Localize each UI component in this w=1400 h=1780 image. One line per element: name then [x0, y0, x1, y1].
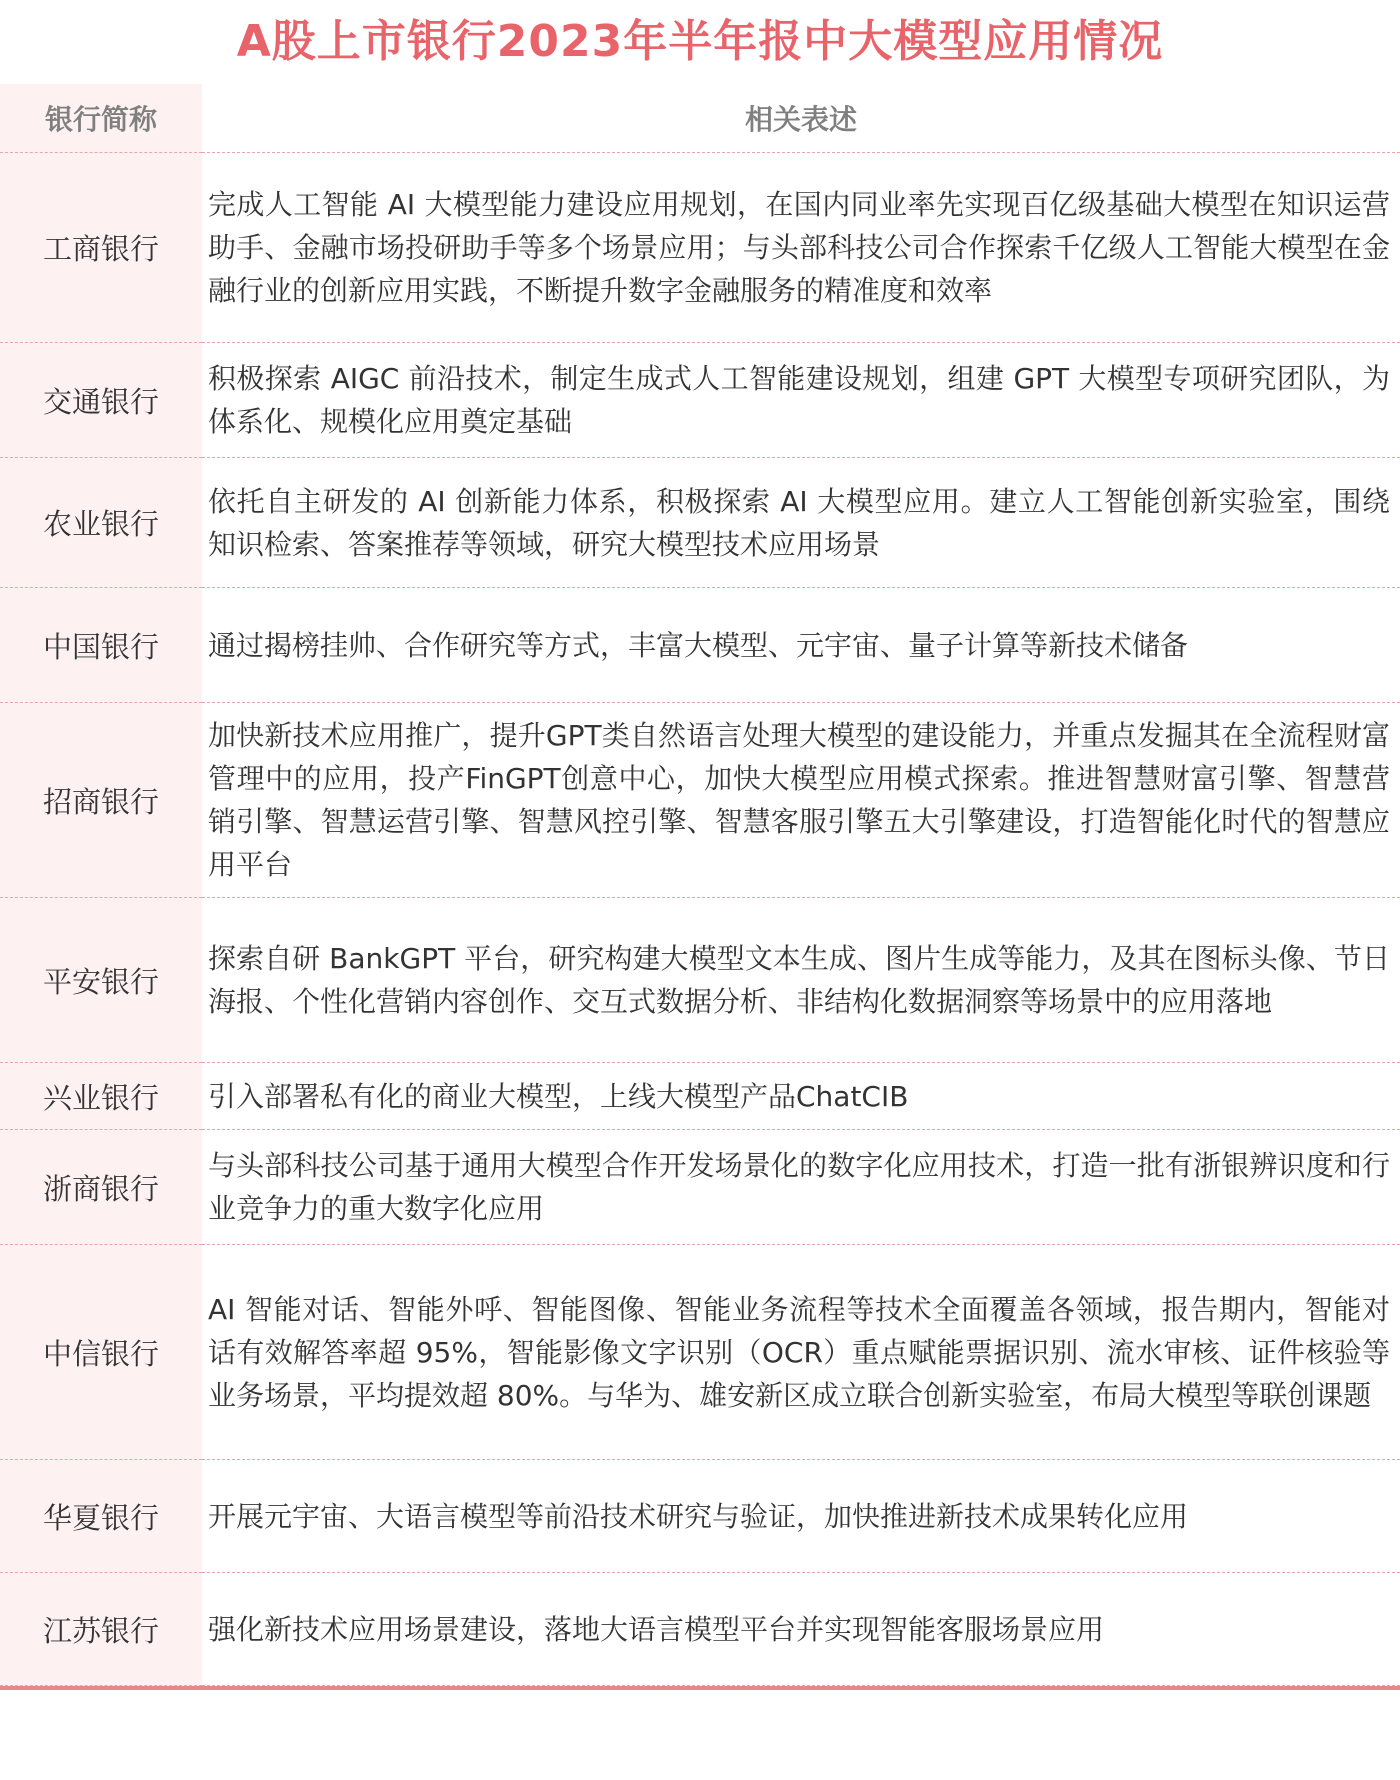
bank-name: 华夏银行 [0, 1460, 202, 1573]
bank-description: 积极探索 AIGC 前沿技术，制定生成式人工智能建设规划，组建 GPT 大模型专项研究团队，为体系化、规模化应用奠定基础 [202, 343, 1400, 458]
bank-name: 工商银行 [0, 153, 202, 343]
table-row [0, 1460, 1400, 1573]
bank-name: 兴业银行 [0, 1063, 202, 1130]
bank-description: 通过揭榜挂帅、合作研究等方式，丰富大模型、元宇宙、量子计算等新技术储备 [202, 588, 1400, 703]
column-header-bank: 银行简称 [0, 84, 202, 153]
bank-description: 完成人工智能 AI 大模型能力建设应用规划，在国内同业率先实现百亿级基础大模型在知识运营助手、金融市场投研助手等多个场景应用；与头部科技公司合作探索千亿级人工智能大模型在金融行业的创新应用实践，不断提升数字金融服务的精准度和效率 [202, 153, 1400, 343]
bank-description: 强化新技术应用场景建设，落地大语言模型平台并实现智能客服场景应用 [202, 1573, 1400, 1686]
bank-description: 引入部署私有化的商业大模型，上线大模型产品ChatCIB [202, 1063, 1400, 1130]
bank-name: 平安银行 [0, 898, 202, 1063]
table-row [0, 703, 1400, 898]
table-row [0, 1245, 1400, 1460]
table-row [0, 1063, 1400, 1130]
table-row [0, 458, 1400, 588]
table-row [0, 343, 1400, 458]
bank-description: 探索自研 BankGPT 平台，研究构建大模型文本生成、图片生成等能力，及其在图标头像、节日海报、个性化营销内容创作、交互式数据分析、非结构化数据洞察等场景中的应用落地 [202, 898, 1400, 1063]
page-title: A股上市银行2023年半年报中大模型应用情况 [236, 16, 1164, 67]
bank-name: 浙商银行 [0, 1130, 202, 1245]
table-row [0, 153, 1400, 343]
bank-description: AI 智能对话、智能外呼、智能图像、智能业务流程等技术全面覆盖各领域，报告期内，智能对话有效解答率超 95%，智能影像文字识别（OCR）重点赋能票据识别、流水审核、证件核验等业务场景，平均提效超 80%。与华为、雄安新区成立联合创新实验室，布局大模型等联创课题 [202, 1245, 1400, 1460]
table-row [0, 898, 1400, 1063]
table-header-row [0, 84, 1400, 153]
bank-name: 农业银行 [0, 458, 202, 588]
bank-name: 中信银行 [0, 1245, 202, 1460]
bank-description: 与头部科技公司基于通用大模型合作开发场景化的数字化应用技术，打造一批有浙银辨识度和行业竞争力的重大数字化应用 [202, 1130, 1400, 1245]
bank-name: 交通银行 [0, 343, 202, 458]
bank-name: 中国银行 [0, 588, 202, 703]
bank-table [0, 84, 1400, 1686]
bank-name: 江苏银行 [0, 1573, 202, 1686]
bank-description: 加快新技术应用推广，提升GPT类自然语言处理大模型的建设能力，并重点发掘其在全流程财富管理中的应用，投产FinGPT创意中心，加快大模型应用模式探索。推进智慧财富引擎、智慧营销引擎、智慧运营引擎、智慧风控引擎、智慧客服引擎五大引擎建设，打造智能化时代的智慧应用平台 [202, 703, 1400, 898]
column-header-description: 相关表述 [202, 84, 1400, 153]
table-row [0, 588, 1400, 703]
bank-description: 依托自主研发的 AI 创新能力体系，积极探索 AI 大模型应用。建立人工智能创新实验室，围绕知识检索、答案推荐等领域，研究大模型技术应用场景 [202, 458, 1400, 588]
table-row [0, 1573, 1400, 1686]
bottom-divider [0, 1686, 1400, 1690]
bank-description: 开展元宇宙、大语言模型等前沿技术研究与验证，加快推进新技术成果转化应用 [202, 1460, 1400, 1573]
bank-name: 招商银行 [0, 703, 202, 898]
table-row [0, 1130, 1400, 1245]
